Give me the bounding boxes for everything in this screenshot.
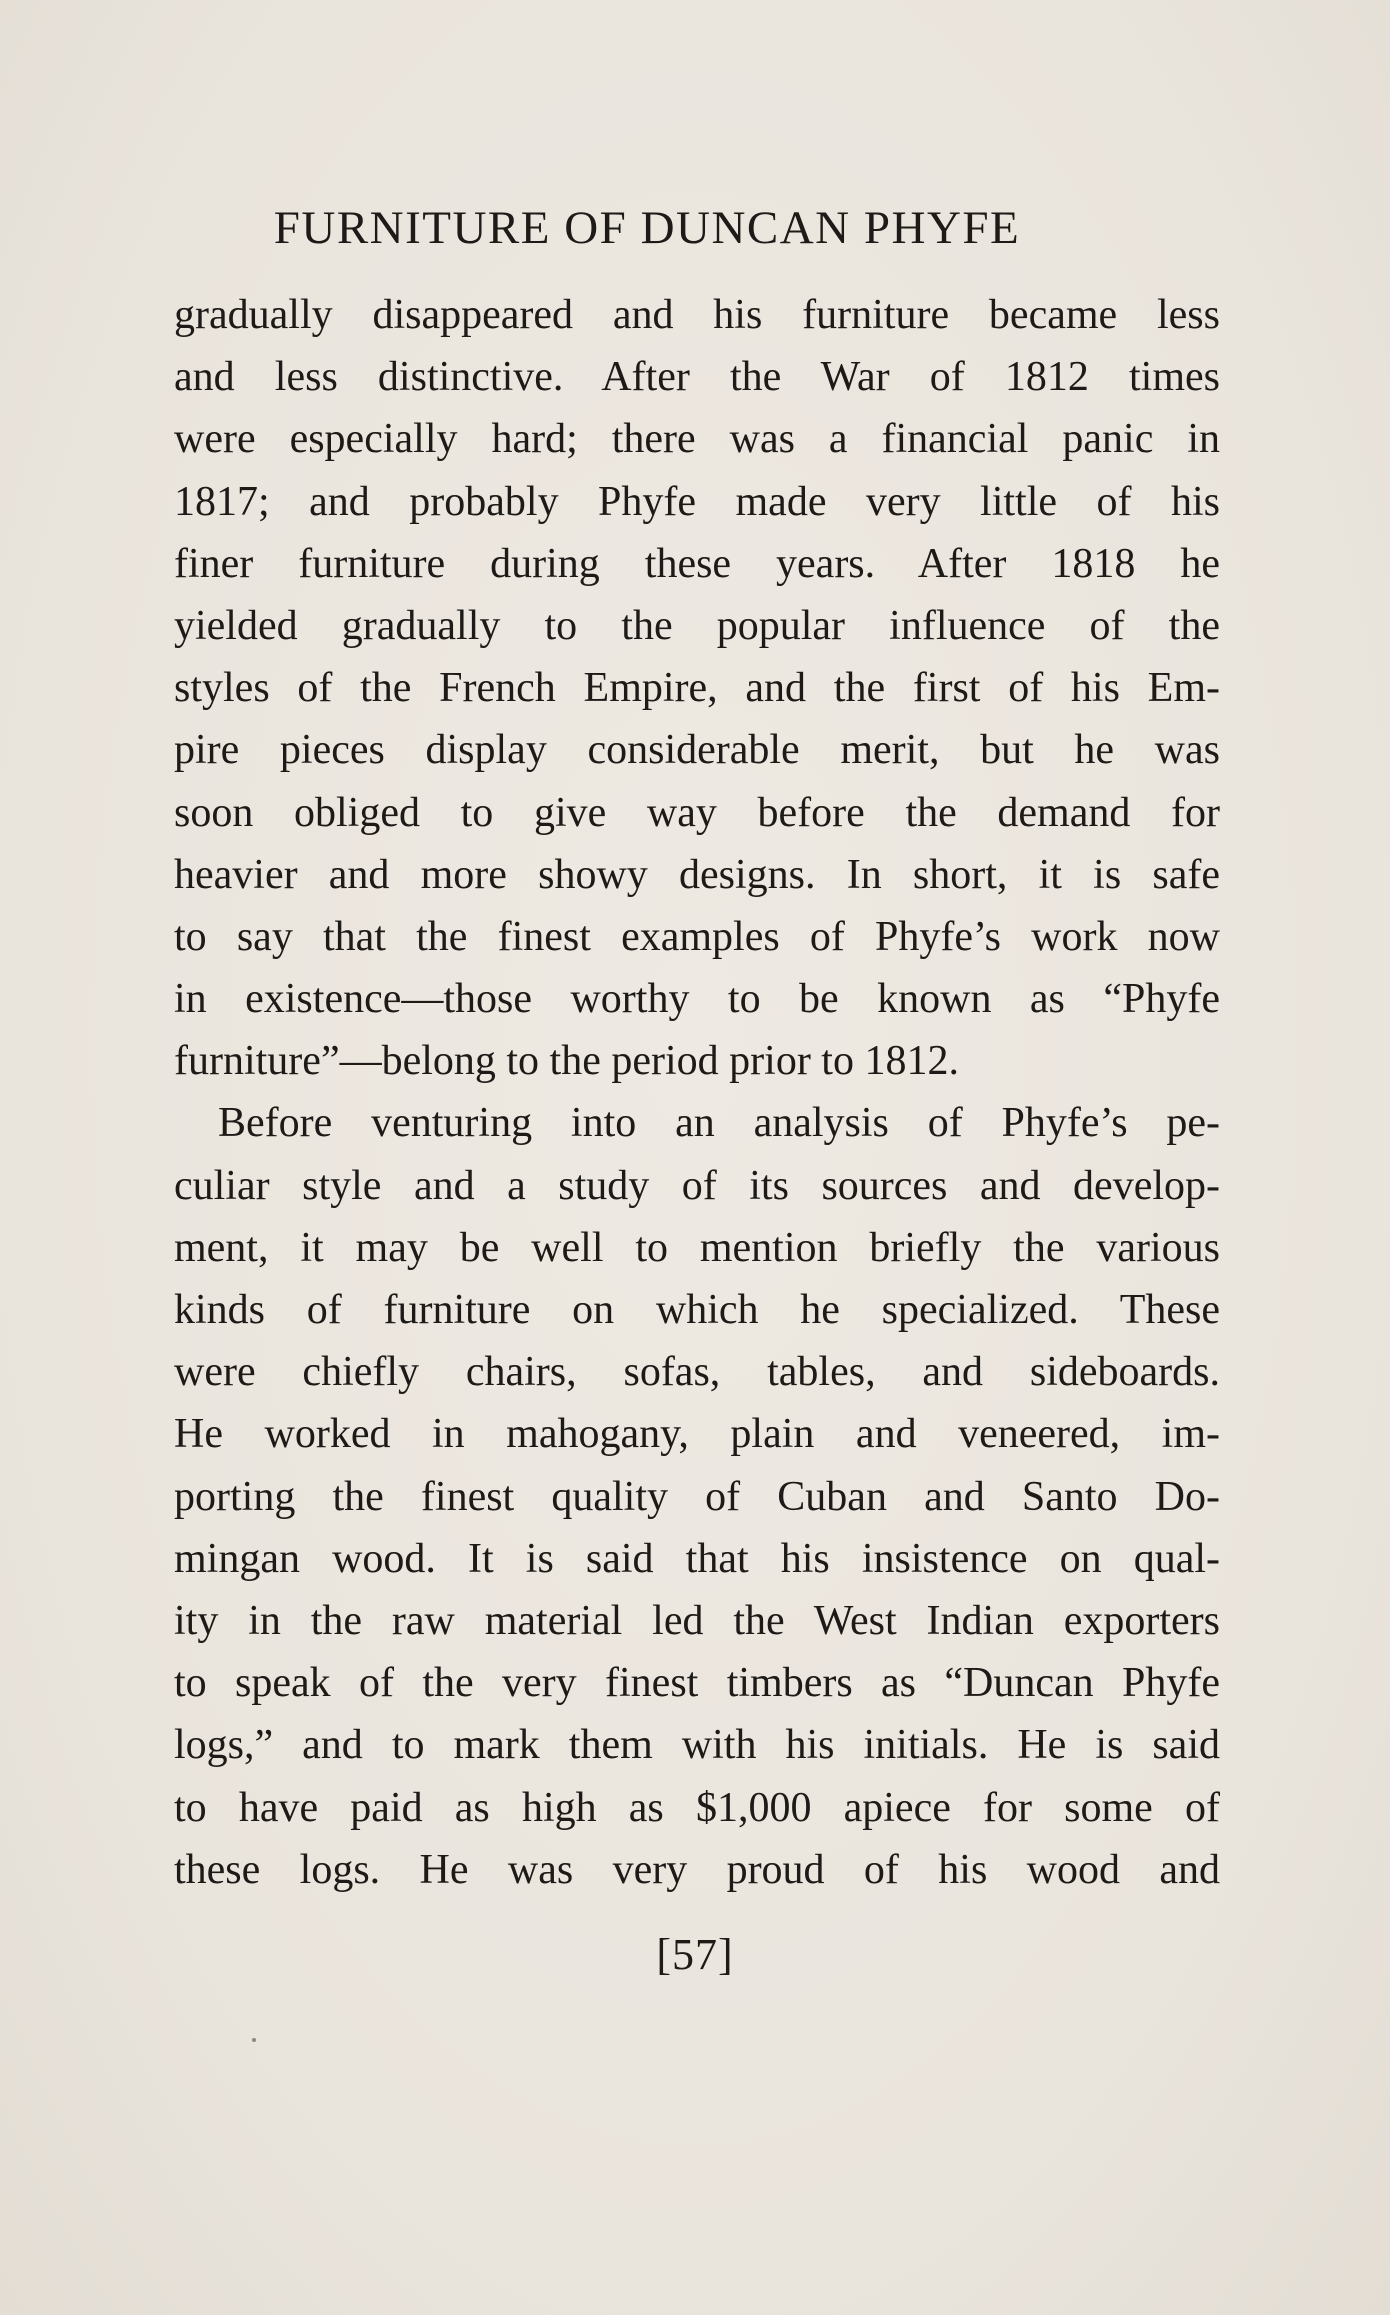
text-line: He worked in mahogany, plain and veneered, im- (174, 1411, 1220, 1458)
text-line: logs,” and to mark them with his initials. He is said (174, 1722, 1220, 1769)
text-line: soon obliged to give way before the demand for (174, 789, 1220, 836)
text-line: mingan wood. It is said that his insistence on qual- (174, 1535, 1220, 1582)
text-line: porting the finest quality of Cuban and Santo Do- (174, 1473, 1220, 1520)
paragraph-1 (174, 284, 1220, 1092)
running-head: FURNITURE OF DUNCAN PHYFE (273, 202, 1021, 254)
text-line: finer furniture during these years. After 1818 he (174, 540, 1220, 587)
text-line: pire pieces display considerable merit, but he was (174, 727, 1220, 774)
text-line: gradually disappeared and his furniture became less (174, 292, 1220, 338)
text-line: to speak of the very finest timbers as “Duncan Phyfe (174, 1660, 1220, 1707)
text-line: to have paid as high as $1,000 apiece for some of (174, 1784, 1220, 1831)
text-line: styles of the French Empire, and the first of his Em- (174, 665, 1220, 712)
text-line: these logs. He was very proud of his wood and (174, 1846, 1220, 1893)
text-line: ment, it may be well to mention briefly the various (174, 1224, 1220, 1271)
text-line: were especially hard; there was a financial panic in (174, 416, 1220, 463)
text-line: to say that the finest examples of Phyfe’s work now (174, 913, 1220, 960)
text-line: kinds of furniture on which he specialized. These (174, 1287, 1220, 1333)
text-line: and less distinctive. After the War of 1812 times (174, 354, 1220, 401)
text-line: ity in the raw material led the West Indian exporters (174, 1597, 1220, 1644)
body-text (174, 284, 1220, 1901)
text-line: were chiefly chairs, sofas, tables, and sideboards. (174, 1349, 1220, 1396)
text-line: in existence—those worthy to be known as “Phyfe (174, 976, 1220, 1023)
text-line: Before venturing into an analysis of Phyfe’s pe- (218, 1100, 1220, 1147)
text-line: heavier and more showy designs. In short, it is safe (174, 851, 1220, 898)
page-number: [57] (656, 1930, 734, 1979)
text-line: culiar style and a study of its sources and develop- (174, 1162, 1220, 1209)
paragraph-2 (174, 1092, 1220, 1900)
text-line: 1817; and probably Phyfe made very little of his (174, 478, 1220, 525)
text-line: yielded gradually to the popular influence of the (174, 602, 1220, 649)
text-line: furniture”—belong to the period prior to 1812. (174, 1038, 959, 1085)
paper-speck (252, 2038, 256, 2042)
